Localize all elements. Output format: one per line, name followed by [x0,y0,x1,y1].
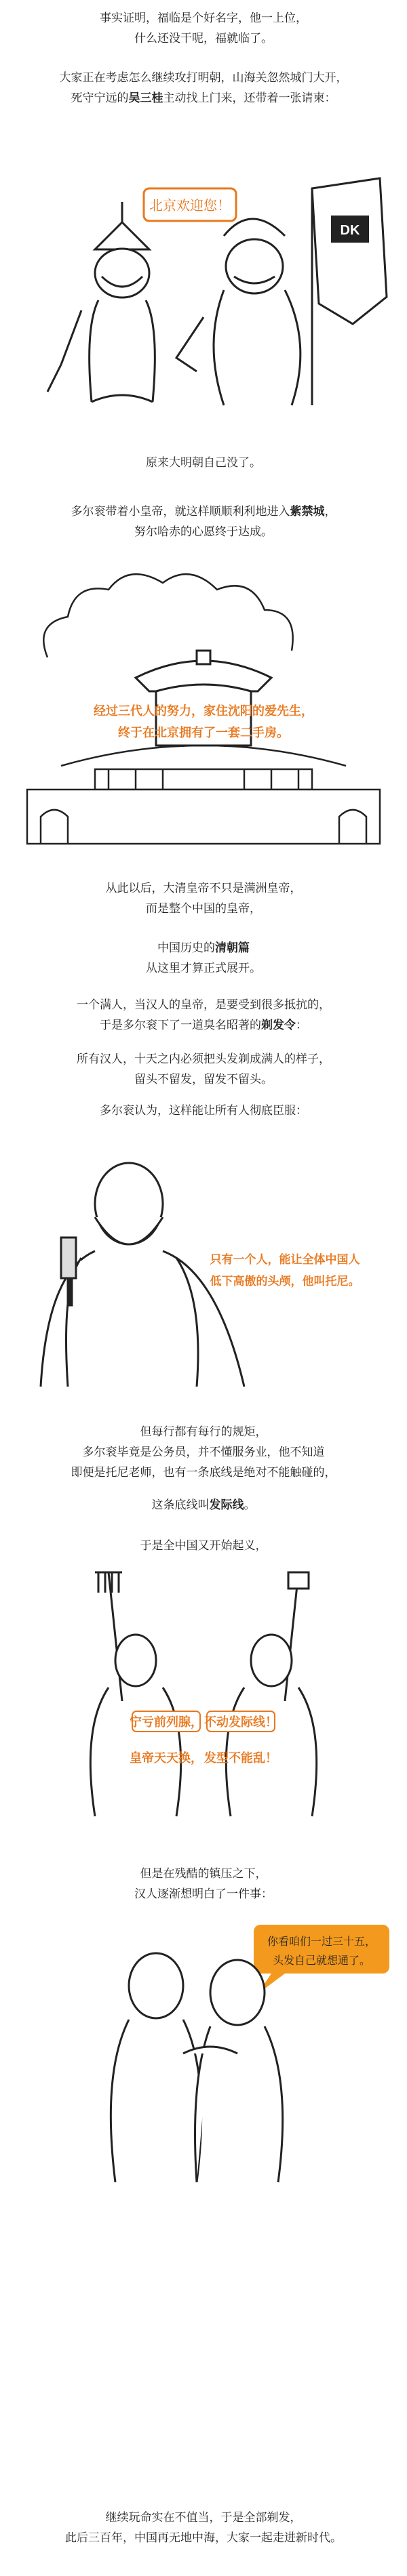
text-line: 这条底线叫发际线。 [151,1498,256,1511]
wu-sangui-paragraph [0,68,407,108]
highlight-hairline: 发际线 [209,1498,244,1511]
text-line: 什么还没干呢，福就临了。 [134,32,273,45]
rules-paragraph [0,1422,407,1483]
qing-emperor-paragraph [0,878,407,919]
caption-line: 经过三代人的努力，家住沈阳的爱先生， [94,704,313,718]
slogan: 不动发际线！ [204,1715,277,1730]
banner-text: DK [340,223,360,238]
soldiers-illustration [0,114,407,412]
two-men-illustration [0,1918,407,2189]
text-line: 原来大明朝自己没了。 [146,456,261,469]
text-line: 努尔哈赤的心愿终于达成。 [134,525,273,538]
highlight-chapter: 清朝篇 [215,941,250,954]
text-line: 事实证明，福临是个好名字，他一上位， [100,12,307,24]
text-line: 一个满人，当汉人的皇帝，是要受到很多抵抗的， [77,998,330,1011]
text-line: 但是在残酷的镇压之下， [140,1867,267,1880]
suppression-paragraph [0,1864,407,1904]
text-line: 多尔衮认为，这样能让所有人彻底臣服： [100,1104,307,1117]
qing-chapter-paragraph [0,938,407,979]
highlight-name: 吴三桂 [128,91,163,104]
text-line: 大家正在考虑怎么继续攻打明朝，山海关忽然城门大开， [59,71,348,84]
text-line: 多尔衮毕竟是公务员，并不懂服务业，他不知道 [82,1446,325,1458]
slogan: 皇帝天天换， [130,1751,203,1765]
uprising-paragraph [0,1536,407,1556]
slogan: 发型不能乱！ [204,1751,277,1765]
text-line: 死守宁远的吴三桂主动找上门来，还带着一张请柬： [71,91,336,104]
comic-panel-forbidden-city [0,549,407,847]
text-line: 所有汉人，十天之内必须把头发剃成满人的样子， [77,1052,330,1065]
speech-line: 你看咱们一过三十五， [267,1935,376,1948]
barber-illustration [0,1136,407,1393]
highlight-place: 紫禁城 [290,505,325,518]
text-line: 中国历史的清朝篇 [157,941,250,954]
text-line: 于是全中国又开始起义， [140,1539,267,1552]
comic-panel-welcome [0,114,407,412]
forbidden-city-paragraph [0,502,407,542]
text-line: 而是整个中国的皇帝， [146,902,261,915]
text-line: 此后三百年，中国再无地中海，大家一起走进新时代。 [65,2531,342,2544]
dorgon-thought-paragraph [0,1101,407,1121]
speech-line: 头发自己就想通了。 [272,1954,371,1967]
ming-ended-paragraph [0,453,407,473]
highlight-order: 剃发令 [261,1019,296,1031]
welcome-sign-text: 北京欢迎您！ [149,197,231,213]
text-line: 从此以后，大清皇帝不只是满洲皇帝， [105,882,302,895]
text-line: 但每行都有每行的规矩， [140,1425,267,1438]
text-line: 继续玩命实在不值当，于是全部剃发， [105,2511,302,2524]
caption-line: 只有一个人，能让全体中国人 [210,1253,360,1266]
caption-line: 低下高傲的头颅，他叫托尼。 [210,1275,360,1288]
comic-panel-thirty-five [0,1918,407,2189]
text-line: 从这里才算正式展开。 [146,962,261,975]
comic-panel-tony [0,1136,407,1393]
hairline-paragraph [0,1495,407,1515]
order-content-paragraph [0,1049,407,1090]
caption-line: 终于在北京拥有了一套二手房。 [118,726,289,739]
ending-paragraph [0,2508,407,2548]
slogan: 宁亏前列腺， [130,1715,203,1730]
text-line: 于是多尔衮下了一道臭名昭著的剃发令： [100,1019,307,1031]
text-line: 留头不留发，留发不留头。 [134,1073,273,1086]
emperor-gate-illustration [0,549,407,847]
text-line: 汉人逐渐想明白了一件事： [134,1887,273,1900]
text-line: 即便是托尼老师，也有一条底线是绝对不能触碰的， [71,1466,336,1479]
haircut-order-paragraph [0,995,407,1036]
text-line: 多尔衮带着小皇帝，就这样顺顺利利地进入紫禁城， [71,505,336,518]
protesters-illustration [0,1566,407,1823]
comic-panel-uprising [0,1566,407,1823]
intro-paragraph [0,8,407,49]
